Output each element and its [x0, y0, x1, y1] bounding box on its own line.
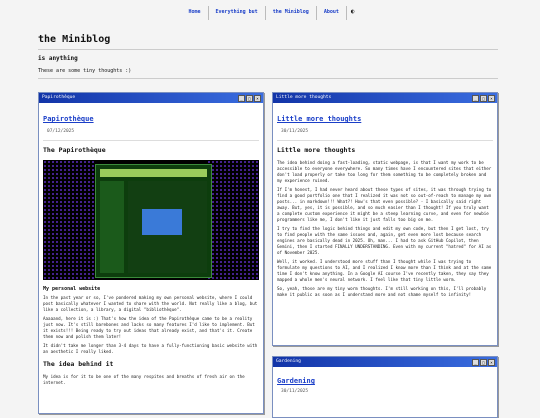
post-date: 30/11/2025 — [281, 129, 309, 134]
minimize-icon[interactable]: _ — [472, 359, 479, 366]
window-title: Papirothèque — [42, 95, 76, 100]
nav-the-miniblog[interactable]: the Miniblog — [266, 6, 317, 20]
divider — [43, 140, 259, 141]
maximize-icon[interactable]: □ — [480, 95, 487, 102]
post-paragraph: The idea behind doing a fast-loading, static webpage, is that I want my work to be accessible to everyone everywhere. So many times have I encountered sites that either don't load properly or take too long for them something to be completely broken and my experience ruined. — [277, 160, 492, 183]
post-title-link[interactable]: Papirothèque — [43, 115, 94, 123]
close-icon[interactable]: × — [254, 95, 261, 102]
nav-everything-but[interactable]: Everything but — [209, 6, 266, 20]
close-icon[interactable]: × — [488, 359, 495, 366]
post-paragraph: My idea is for it to be one of the many respites and breaths of fresh air on the internet. — [43, 374, 245, 385]
maximize-icon[interactable]: □ — [246, 95, 253, 102]
post-heading: Little more thoughts — [277, 146, 356, 154]
post-title-link[interactable]: Little more thoughts — [277, 115, 362, 123]
divider — [38, 78, 498, 79]
post-window-little-more-thoughts — [272, 92, 498, 346]
top-navigation — [0, 6, 540, 20]
post-window-gardening — [272, 356, 498, 418]
minimize-icon[interactable]: _ — [472, 95, 479, 102]
post-paragraph: Well, it worked. I understood more stuff than I thought while I was trying to formulate my questions to AI, and I realized I know more than I think and at the same time I don't know anything. In a Google AI course I've recently taken, they say they mapped a whole men's neural network. I feel like that tiny little worm. — [277, 259, 492, 282]
site-header — [38, 34, 498, 74]
nav-about[interactable]: About — [317, 6, 347, 20]
minimize-icon[interactable]: _ — [238, 95, 245, 102]
post-paragraph: If I'm honest, I had never heard about these types of sites, it was through trying to find a good portfolio one that I realized it was not so out-of-reach to manage my own posts... in markdown!!! What?! How's that even possible? - I basically said right away. But, yes, it is possible, and so much easier than I thought! If you truly want a complete custom experience it might be a steep learning curve, and even for newbie programmers like me, I don't like it just falls too big on me. — [277, 187, 492, 222]
site-tagline: is anything — [38, 55, 78, 62]
site-description: These are some tiny thoughts :) — [38, 68, 132, 74]
post-title-link[interactable]: Gardening — [277, 377, 315, 385]
window-titlebar — [39, 93, 263, 103]
site-title: the Miniblog — [38, 34, 111, 45]
window-title: Little more thoughts — [276, 95, 332, 100]
post-window-papirotheque — [38, 92, 264, 414]
post-subheading: My personal website — [43, 286, 101, 292]
post-date: 30/11/2025 — [281, 389, 309, 394]
window-titlebar — [273, 93, 497, 103]
divider — [277, 140, 493, 141]
maximize-icon[interactable]: □ — [480, 359, 487, 366]
post-date: 07/12/2025 — [47, 129, 75, 134]
post-paragraph: In the past year or so, I've pondered making my own personal website, where I could post basically whatever I wanted to share with the world. Not really like a blog, but like a collection, a library, a digital "bibliothèque". — [43, 295, 258, 312]
post-paragraph: So, yeah, those are my tiny worm thoughts. I'm still working on this, I'll probably make it public as soon as I understand more and not shame myself to infinity! — [277, 286, 487, 297]
window-title: Gardening — [276, 359, 301, 364]
theme-toggle-icon[interactable]: ◐ — [350, 8, 355, 15]
post-heading: The Papirothèque — [43, 146, 106, 154]
website-screenshot-image — [43, 160, 259, 280]
post-paragraph: Aaaaand, here it is :) That's how the idea of the Papirothèque came to be a reality just now. It's still barebones and lacks so many features I'd like to implement. But it exists!!! Being ready to try out ideas that already exist, and that's it. Create them now and polish them later! — [43, 316, 255, 339]
window-titlebar — [273, 357, 497, 367]
divider — [38, 49, 498, 50]
post-paragraph: I try to find the logic behind things and edit my own code, but then I get lost, try to find people with the same issues and, again, get even more lost because search engines are basically dead in 2025. Oh, man... I had to ask GitHub Copilot, then Gemini, then I started FINALLY UNDERSTANDING. Even with my current "hatred" for AI as of November 2025. — [277, 226, 492, 255]
nav-home[interactable]: Home — [181, 6, 208, 20]
post-subheading: The idea behind it — [43, 360, 114, 368]
post-paragraph: It didn't take me longer than 3-4 days to have a fully-functioning basic website with an aesthetic I really liked. — [43, 343, 258, 354]
close-icon[interactable]: × — [488, 95, 495, 102]
